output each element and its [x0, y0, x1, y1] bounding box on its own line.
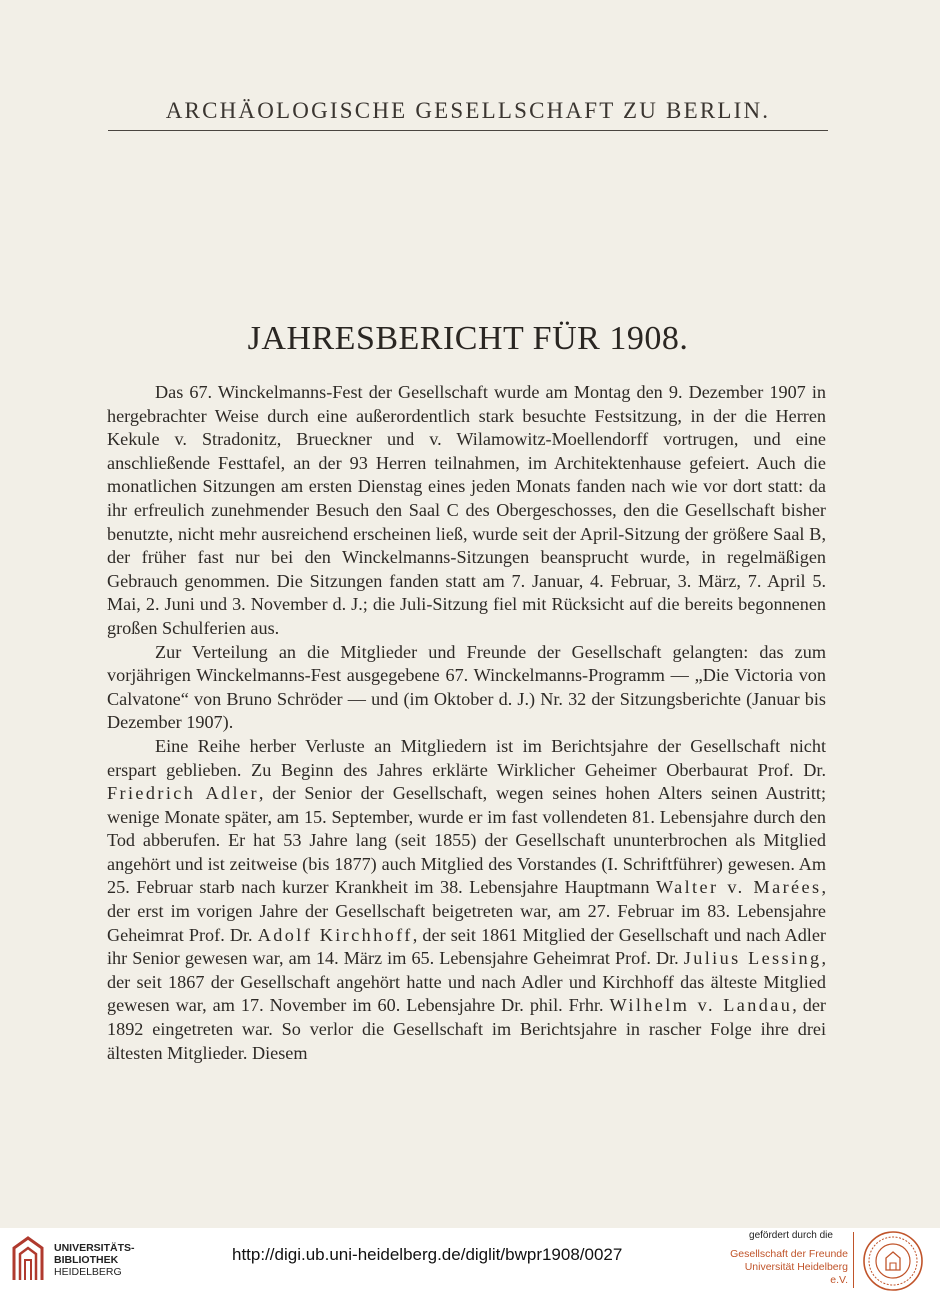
member-name: Walter v. Marées — [656, 877, 822, 898]
library-name-line: BIBLIOTHEK — [54, 1254, 119, 1266]
member-name: Adolf Kirchhoff — [257, 924, 413, 945]
text-run: , der seit 1867 der Gesellschaft angehört hatte und nach Adler und Kirchhoff das älteste Mitglied gewesen war, am 17. November im 60. Lebensjahre Dr. phil. Frhr. — [107, 948, 826, 1016]
library-name-line: HEIDELBERG — [54, 1266, 122, 1278]
permalink-url[interactable]: http://digi.ub.uni-heidelberg.de/diglit/bwpr1908/0027 — [232, 1245, 623, 1264]
library-name — [54, 1242, 135, 1278]
text-run: , der seit 1861 Mitglied der Gesellschaft und nach Adler ihr Senior gewesen war, am 14. März im 65. Lebensjahre Geheimrat Prof. Dr. — [107, 924, 826, 969]
member-name: Friedrich Adler — [107, 783, 259, 804]
funded-by-label: gefördert durch die — [749, 1230, 833, 1241]
digitization-footer — [0, 1228, 940, 1292]
text-run: , der 1892 eingetreten war. So verlor die Gesellschaft im Berichtsjahre in rascher Folge ihre drei ältesten Mitglieder. Diesem — [107, 995, 826, 1063]
society-name-line: Gesellschaft der Freunde — [730, 1248, 848, 1260]
header-rule — [108, 130, 828, 131]
library-name-line: UNIVERSITÄTS- — [54, 1242, 135, 1254]
society-name — [728, 1248, 848, 1287]
university-library-logo-icon — [8, 1234, 48, 1284]
text-run: Eine Reihe herber Verluste an Mitgliedern ist im Berichtsjahre der Gesellschaft nicht erspart geblieben. Zu Beginn des Jahres erklärte Wirklicher Geheimer Oberbaurat Prof. Dr. — [107, 735, 826, 780]
footer-divider — [853, 1232, 854, 1288]
text-run: , der Senior der Gesellschaft, wegen seines hohen Alters seinen Austritt; wenige Monate später, am 15. September, wurde er im fast vollendeten 81. Lebensjahre durch den Tod abberufen. Er hat 53 Jahre lang (seit 1855) der Gesellschaft ununterbrochen als Mitglied angehört und ist zeitweise (bis 1877) auch Mitglied des Vorstandes (I. Schriftführer) gewesen. Am 25. Februar starb nach kurzer Krankheit im 38. Lebensjahre Hauptmann — [107, 783, 826, 898]
paragraph-festival: Das 67. Winckelmanns-Fest der Gesellschaft wurde am Montag den 9. Dezember 1907 in hergebrachter Weise durch eine außerordentlich stark besuchte Festsitzung, in der die Herren Kekule v. Stradonitz, Brueckner und v. Wilamowitz-Moellendorff vortrugen, und eine anschließende Festtafel, an der 93 Herren teilnahmen, im Architektenhause gefeiert. Auch die monatlichen Sitzungen am ersten Dienstag eines jeden Monats fanden nach wie vor dort statt: da ihr erfreulich zunehmender Besuch den Saal C des Obergeschosses, den die Gesellschaft bisher benutzte, nicht mehr ausreichend erscheinen ließ, wurde seit der April-Sitzung der größere Saal B, der früher fast nur bei den Winckelmanns-Sitzungen beansprucht wurde, in regelmäßigen Gebrauch genommen. Die Sitzungen fanden statt am 7. Januar, 4. Februar, 3. März, 7. April 5. Mai, 2. Juni und 3. November d. J.; die Juli-Sitzung fiel mit Rücksicht auf die bereits begonnenen großen Schulferien aus. — [107, 382, 826, 638]
society-seal-icon — [862, 1230, 924, 1292]
member-name: Julius Lessing — [683, 948, 822, 969]
paragraph-losses — [107, 735, 826, 1065]
paragraph-distribution: Zur Verteilung an die Mitglieder und Freunde der Gesellschaft gelangten: das zum vorjährigen Winckelmanns-Fest ausgegebene 67. Winckelmanns-Programm — „Die Victoria von Calvatone“ von Bruno Schröder — und (im Oktober d. J.) Nr. 32 der Sitzungsberichte (Januar bis Dezember 1907). — [107, 641, 826, 733]
member-name: Wilhelm v. Landau — [609, 995, 793, 1016]
society-name-line: Universität Heidelberg e.V. — [744, 1261, 848, 1286]
report-title: JAHRESBERICHT FÜR 1908. — [247, 320, 689, 357]
text-run: , der erst im vorigen Jahre der Gesellschaft beigetreten war, am 27. Februar im 83. Lebensjahre Geheimrat Prof. Dr. — [107, 877, 827, 945]
report-body — [107, 381, 826, 1065]
running-header: ARCHÄOLOGISCHE GESELLSCHAFT ZU BERLIN. — [165, 98, 771, 123]
